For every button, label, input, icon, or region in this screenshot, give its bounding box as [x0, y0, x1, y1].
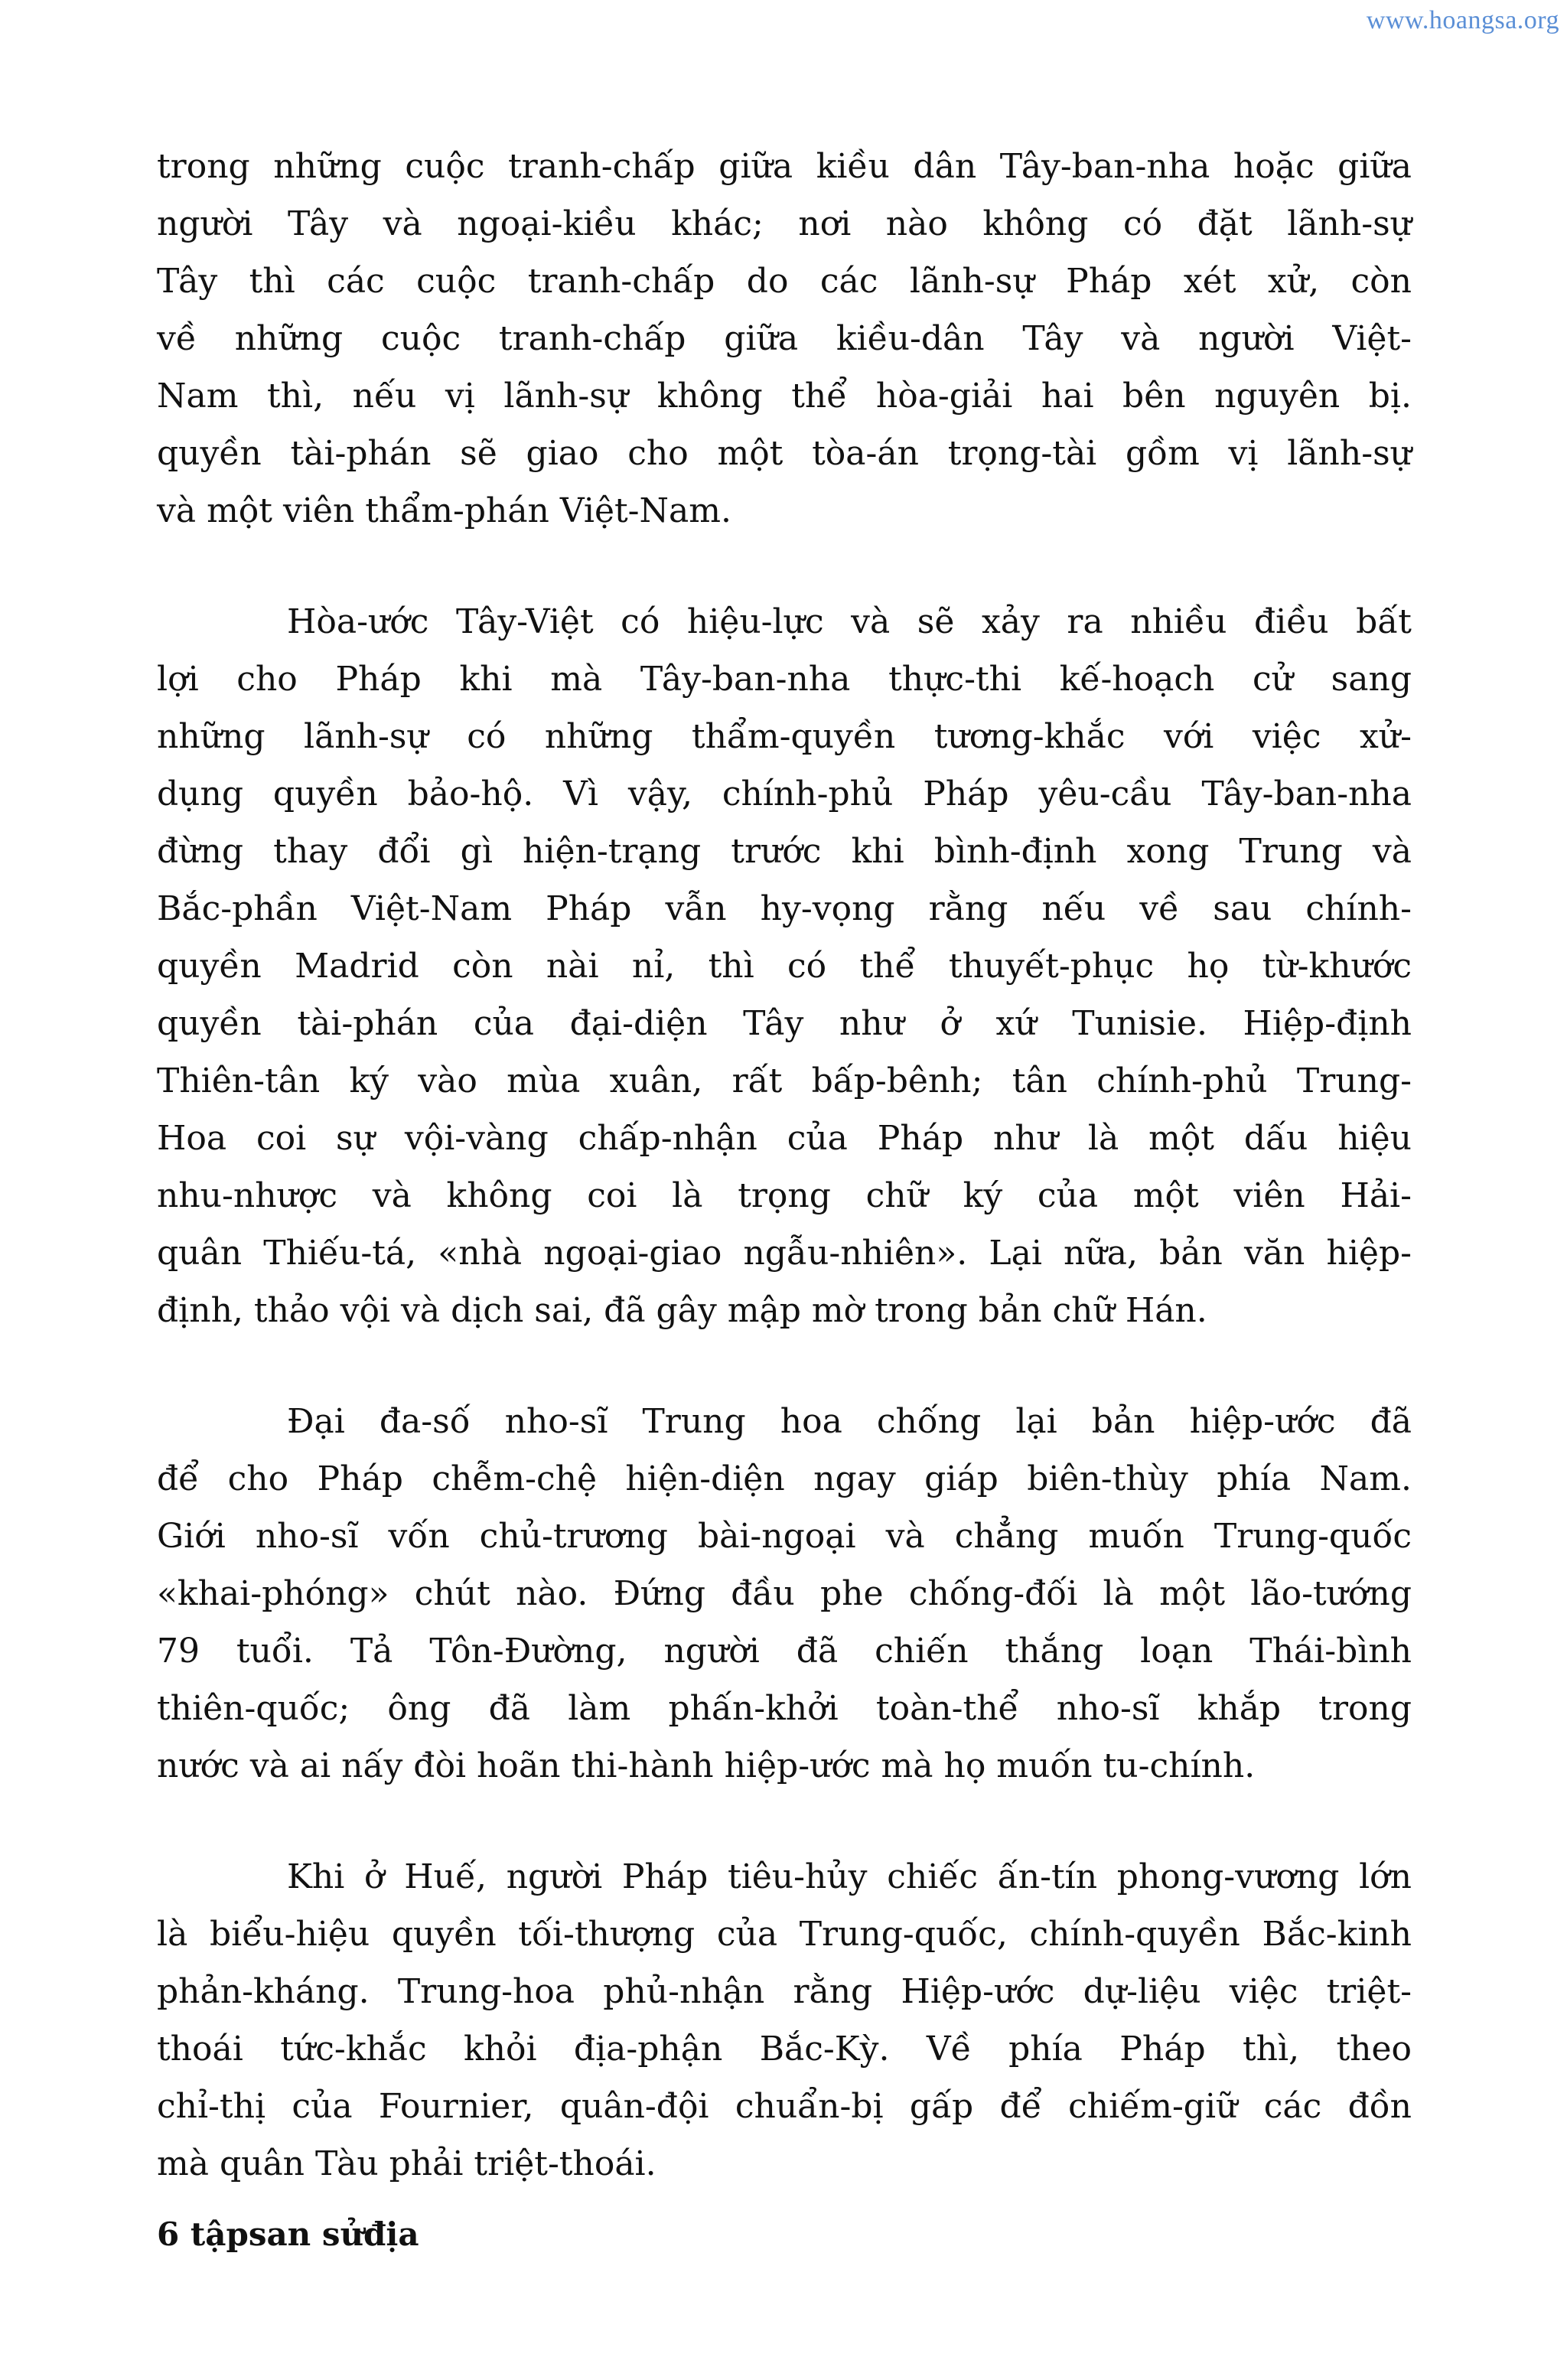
text-line: Khi ở Huế, người Pháp tiêu-hủy chiếc ấn-tín phong-vương lớn	[287, 1857, 1412, 1896]
paragraph-2	[157, 593, 1412, 1339]
text-line: Đại đa-số nho-sĩ Trung hoa chống lại bản hiệp-ước đã	[287, 1402, 1412, 1441]
text-line: người Tây và ngoại-kiều khác; nơi nào không có đặt lãnh-sự	[157, 204, 1412, 243]
text-line: những lãnh-sự có những thẩm-quyền tương-khắc với việc xử-	[157, 717, 1412, 756]
text-line: Giới nho-sĩ vốn chủ-trương bài-ngoại và chẳng muốn Trung-quốc	[157, 1517, 1412, 1556]
text-line: phản-kháng. Trung-hoa phủ-nhận rằng Hiệp-ước dự-liệu việc triệt-	[157, 1972, 1412, 2011]
text-line: Bắc-phần Việt-Nam Pháp vẫn hy-vọng rằng nếu về sau chính-	[157, 889, 1412, 928]
paragraph-3	[157, 1393, 1412, 1795]
text-line: 79 tuổi. Tả Tôn-Đường, người đã chiến thắng loạn Thái-bình	[157, 1632, 1412, 1671]
text-line: chỉ-thị của Fournier, quân-đội chuẩn-bị gấp để chiếm-giữ các đồn	[157, 2087, 1412, 2126]
text-line: Thiên-tân ký vào mùa xuân, rất bấp-bênh; tân chính-phủ Trung-	[157, 1061, 1412, 1100]
text-line: để cho Pháp chễm-chệ hiện-diện ngay giáp biên-thùy phía Nam.	[157, 1459, 1412, 1498]
text-line: trong những cuộc tranh-chấp giữa kiều dân Tây-ban-nha hoặc giữa	[157, 147, 1412, 186]
page-body	[157, 138, 1412, 2246]
text-line: «khai-phóng» chút nào. Đứng đầu phe chống-đối là một lão-tướng	[157, 1574, 1412, 1613]
text-line: là biểu-hiệu quyền tối-thượng của Trung-quốc, chính-quyền Bắc-kinh	[157, 1915, 1412, 1954]
text-line: nước và ai nấy đòi hoãn thi-hành hiệp-ước mà họ muốn tu-chính.	[157, 1746, 1256, 1785]
watermark-url: www.hoangsa.org	[1366, 6, 1559, 34]
text-line: đừng thay đổi gì hiện-trạng trước khi bình-định xong Trung và	[157, 832, 1412, 871]
text-line: mà quân Tàu phải triệt-thoái.	[157, 2144, 656, 2183]
paragraph-4	[157, 1848, 1412, 2193]
text-line: về những cuộc tranh-chấp giữa kiều-dân Tây và người Việt-	[157, 319, 1412, 358]
text-line: quyền Madrid còn nài nỉ, thì có thể thuyết-phục họ từ-khước	[157, 947, 1412, 986]
text-line: Hoa coi sự vội-vàng chấp-nhận của Pháp như là một dấu hiệu	[157, 1119, 1412, 1158]
text-line: quyền tài-phán sẽ giao cho một tòa-án trọng-tài gồm vị lãnh-sự	[157, 434, 1412, 473]
text-line: quyền tài-phán của đại-diện Tây như ở xứ Tunisie. Hiệp-định	[157, 1004, 1412, 1043]
text-line: Nam thì, nếu vị lãnh-sự không thể hòa-giải hai bên nguyên bị.	[157, 377, 1412, 416]
text-line: nhu-nhược và không coi là trọng chữ ký của một viên Hải-	[157, 1176, 1412, 1215]
text-line: lợi cho Pháp khi mà Tây-ban-nha thực-thi kế-hoạch cử sang	[157, 660, 1412, 699]
text-line: Hòa-ước Tây-Việt có hiệu-lực và sẽ xảy ra nhiều điều bất	[287, 602, 1412, 641]
text-line: định, thảo vội và dịch sai, đã gây mập mờ trong bản chữ Hán.	[157, 1291, 1207, 1330]
paragraph-1	[157, 138, 1412, 540]
text-line: quân Thiếu-tá, «nhà ngoại-giao ngẫu-nhiên». Lại nữa, bản văn hiệp-	[157, 1234, 1412, 1273]
text-line: dụng quyền bảo-hộ. Vì vậy, chính-phủ Pháp yêu-cầu Tây-ban-nha	[157, 774, 1412, 813]
text-line: thoái tức-khắc khỏi địa-phận Bắc-Kỳ. Về phía Pháp thì, theo	[157, 2030, 1412, 2069]
text-line: và một viên thẩm-phán Việt-Nam.	[157, 491, 731, 530]
text-line: thiên-quốc; ông đã làm phấn-khởi toàn-thể nho-sĩ khắp trong	[157, 1689, 1412, 1728]
page-footer: 6 tậpsan sửđịa	[157, 2215, 419, 2253]
text-line: Tây thì các cuộc tranh-chấp do các lãnh-sự Pháp xét xử, còn	[157, 262, 1412, 301]
